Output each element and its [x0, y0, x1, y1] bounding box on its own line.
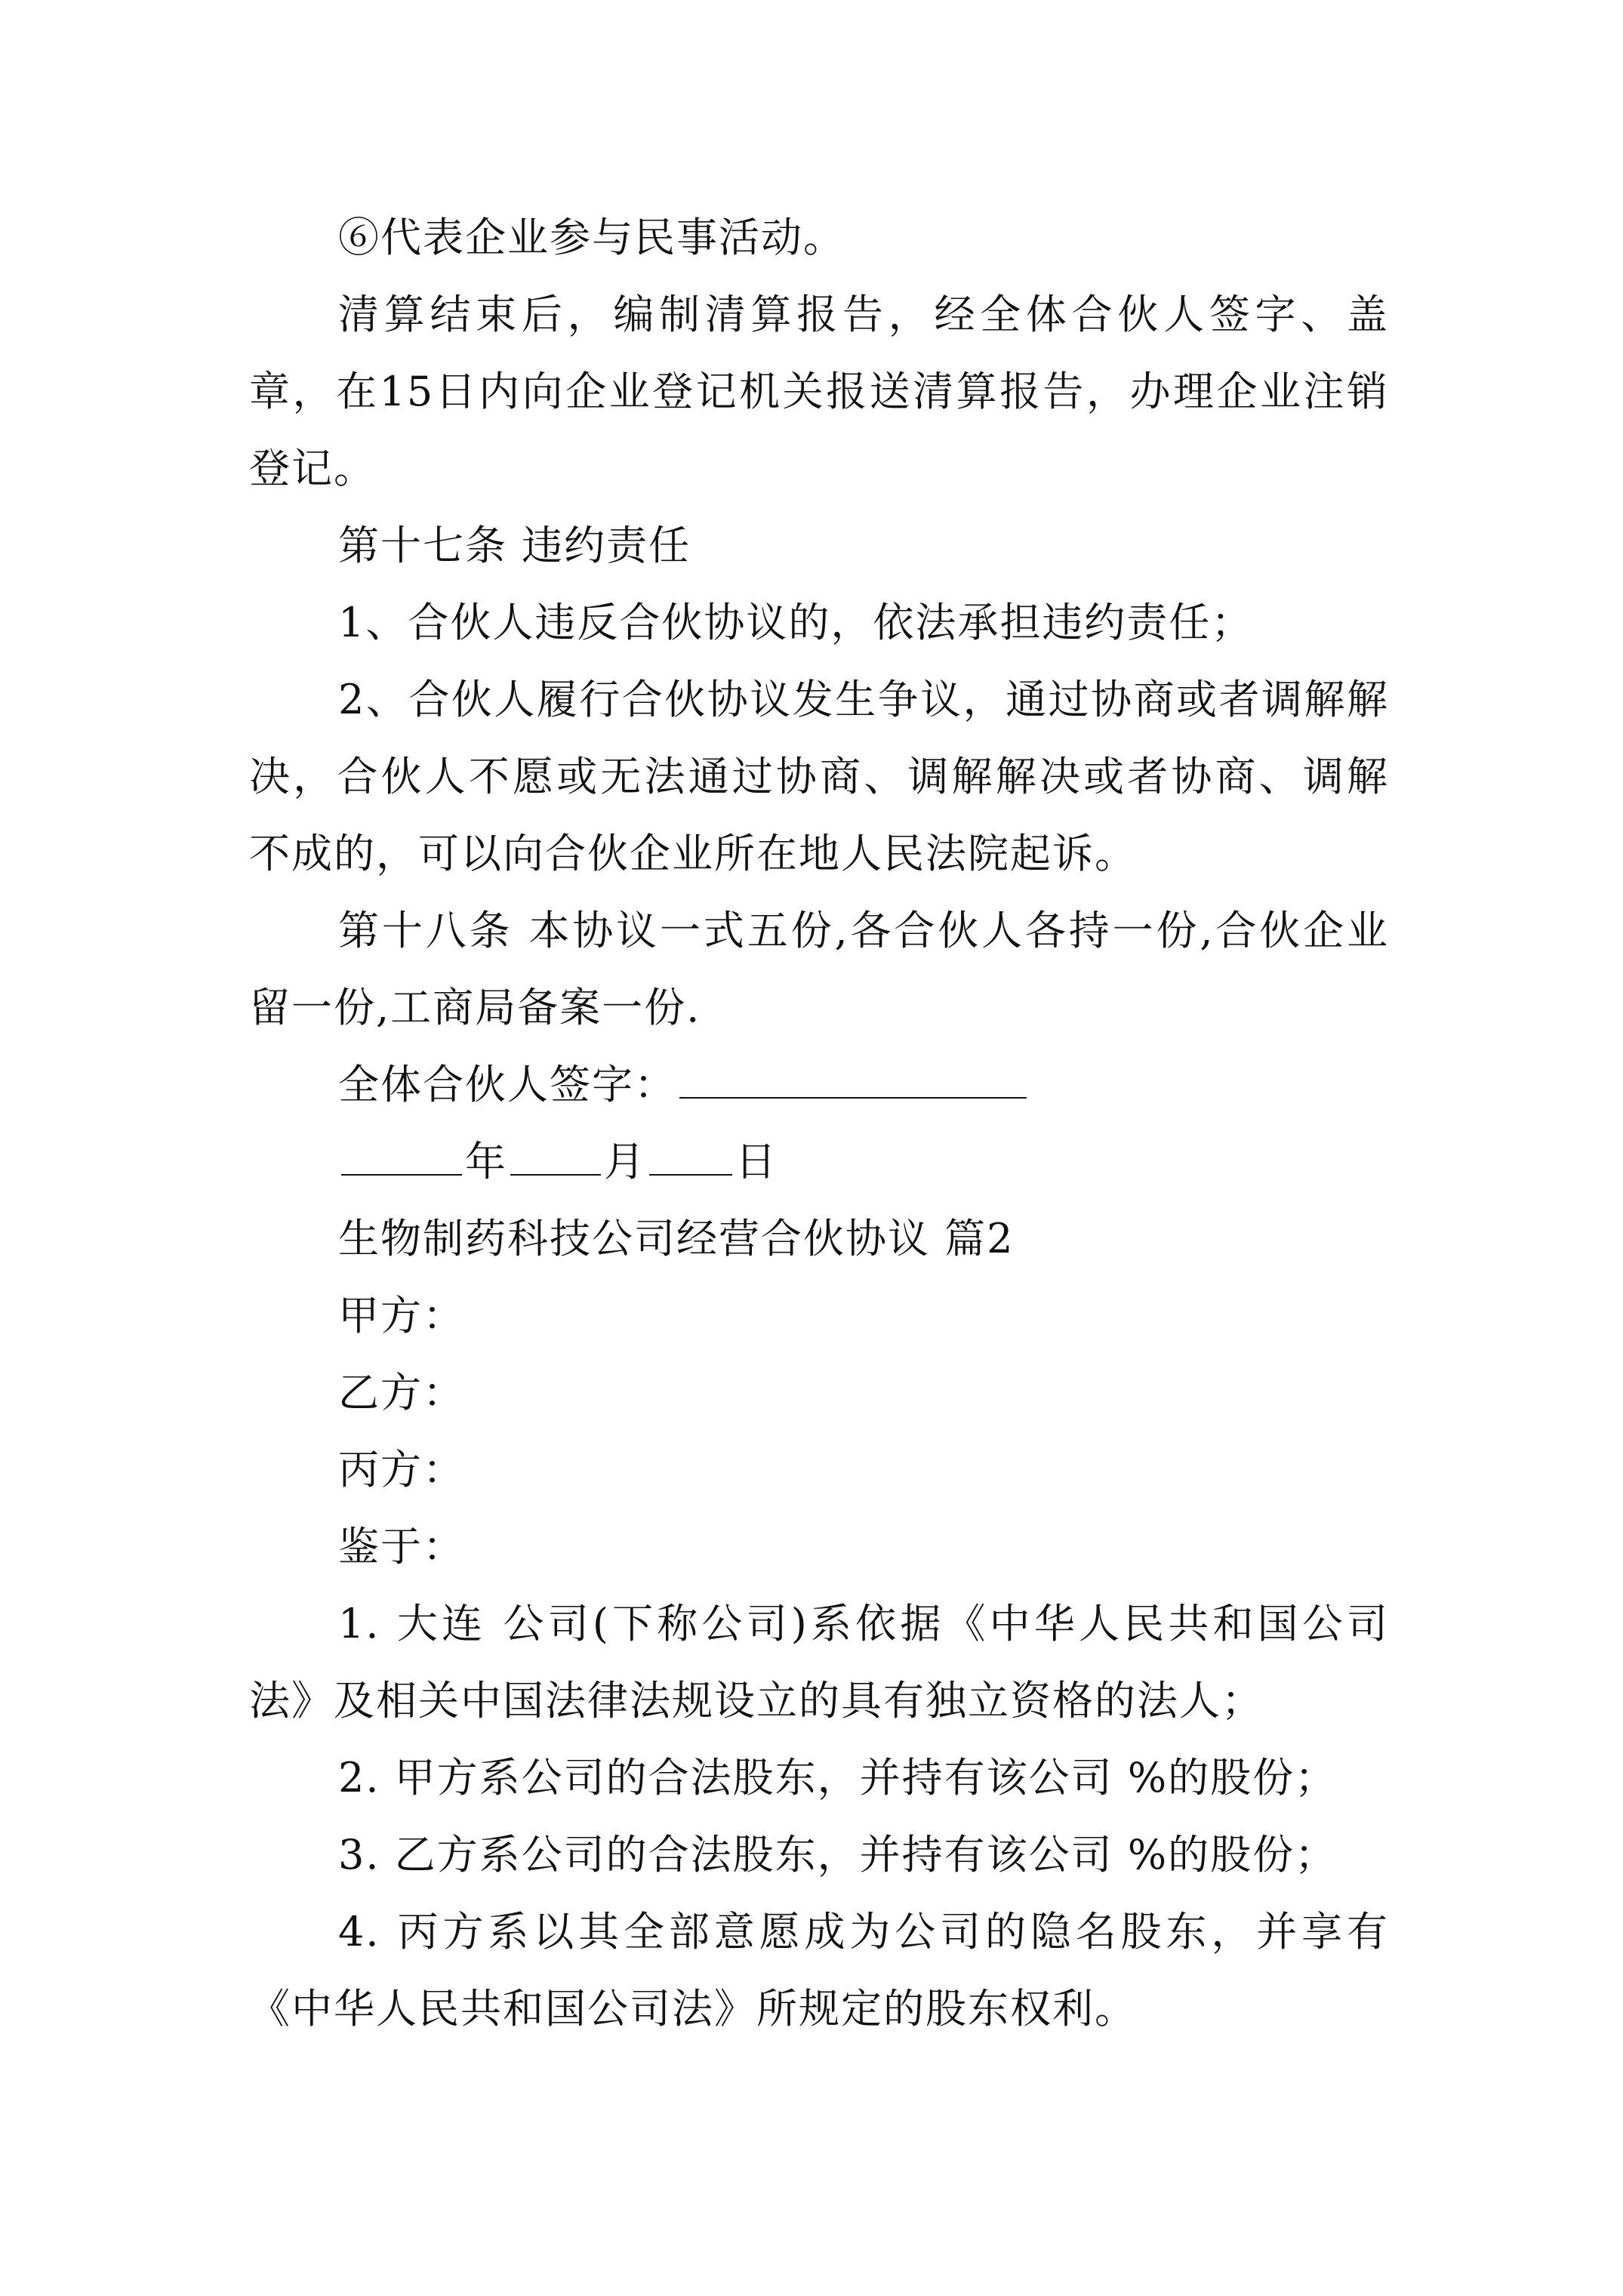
document-body [249, 199, 1389, 2048]
year-label: 年 [465, 1138, 507, 1185]
whereas-clause-3: 3. 乙方系公司的合法股东，并持有该公司 %的股份； [338, 1831, 1338, 1878]
agreement-title-part-2: 生物制药科技公司经营合伙协议 篇2 [338, 1215, 1015, 1262]
day-label: 日 [735, 1138, 778, 1185]
paragraph-article-18: 第十八条 本协议一式五份,各合伙人各持一份,合伙企业留一份,工商局备案一份. [249, 907, 1389, 1031]
signature-line [249, 1046, 1389, 1123]
party-a: 甲方： [338, 1292, 465, 1339]
party-b: 乙方： [338, 1369, 465, 1416]
signature-label: 全体合伙人签字： [338, 1061, 676, 1108]
whereas-clause-1: 1. 大连 公司(下称公司)系依据《中华人民共和国公司法》及相关中国法律法规设立的具有独立资格的法人； [249, 1600, 1389, 1724]
paragraph-liquidation-report: 清算结束后，编制清算报告，经全体合伙人签字、盖章，在15日内向企业登记机关报送清算报告，办理企业注销登记。 [249, 291, 1389, 492]
month-label: 月 [604, 1138, 646, 1185]
whereas-heading: 鉴于： [338, 1523, 465, 1570]
heading-article-17: 第十七条 违约责任 [338, 522, 691, 569]
whereas-clause-2: 2. 甲方系公司的合法股东，并持有该公司 %的股份； [338, 1754, 1338, 1801]
year-blank [341, 1137, 462, 1176]
signature-blank [679, 1060, 1027, 1099]
paragraph-dispute-2: 2、合伙人履行合伙协议发生争议，通过协商或者调解解决，合伙人不愿或无法通过协商、调解解决或者协商、调解不成的，可以向合伙企业所在地人民法院起诉。 [249, 676, 1389, 877]
whereas-clause-4: 4. 丙方系以其全部意愿成为公司的隐名股东，并享有《中华人民共和国公司法》所规定的股东权利。 [249, 1908, 1389, 2032]
paragraph-breach-1: 1、合伙人违反合伙协议的，依法承担违约责任； [338, 599, 1254, 646]
date-line [249, 1123, 1389, 1200]
month-blank [510, 1137, 601, 1176]
day-blank [649, 1137, 732, 1176]
paragraph-liquidation-item-6: ⑥代表企业参与民事活动。 [338, 214, 845, 261]
party-c: 丙方： [338, 1446, 465, 1493]
